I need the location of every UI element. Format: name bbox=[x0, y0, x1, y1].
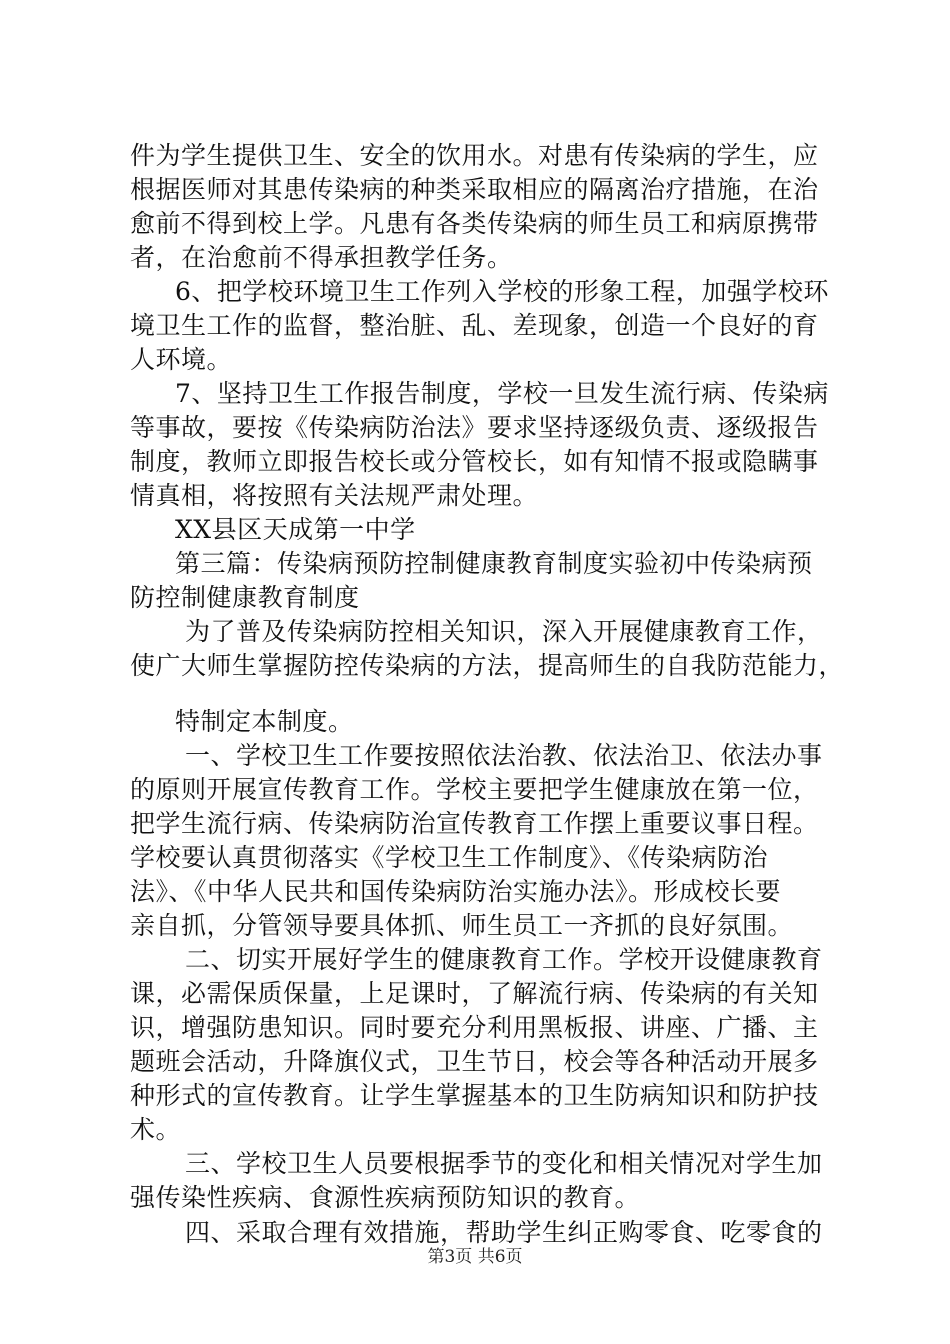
text-line: 把学生流行病、传染病防治宣传教育工作摆上重要议事日程。 bbox=[130, 809, 819, 838]
text-line: 法》、《中华人民共和国传染病防治实施办法》。形成校长要 bbox=[130, 877, 782, 906]
text-line: 愈前不得到校上学。凡患有各类传染病的师生员工和病原携带 bbox=[130, 209, 819, 238]
text-line: 6、把学校环境卫生工作列入学校的形象工程，加强学校环 bbox=[175, 277, 829, 306]
text-line: 人环境。 bbox=[130, 345, 233, 374]
text-line: 者，在治愈前不得承担教学任务。 bbox=[130, 243, 513, 272]
text-line: 使广大师生掌握防控传染病的方法，提高师生的自我防范能力， bbox=[130, 651, 845, 680]
section-title: 防控制健康教育制度 bbox=[130, 583, 360, 612]
page-number: 第3页 共6页 bbox=[427, 1247, 523, 1267]
text-line: 境卫生工作的监督，整治脏、乱、差现象，创造一个良好的育 bbox=[130, 311, 819, 340]
text-line: 题班会活动，升降旗仪式，卫生节日，校会等各种活动开展多 bbox=[130, 1047, 819, 1076]
text-line: 根据医师对其患传染病的种类采取相应的隔离治疗措施，在治 bbox=[130, 175, 819, 204]
text-line: 情真相，将按照有关法规严肃处理。 bbox=[130, 481, 539, 510]
text-line: 亲自抓，分管领导要具体抓、师生员工一齐抓的良好氛围。 bbox=[130, 911, 794, 940]
text-line: 制度，教师立即报告校长或分管校长，如有知情不报或隐瞒事 bbox=[130, 447, 819, 476]
text-line: 为了普及传染病防控相关知识，深入开展健康教育工作， bbox=[185, 617, 823, 646]
text-line: 强传染性疾病、食源性疾病预防知识的教育。 bbox=[130, 1183, 641, 1212]
text-line: 7、坚持卫生工作报告制度，学校一旦发生流行病、传染病 bbox=[175, 379, 829, 408]
section-title: 第三篇：传染病预防控制健康教育制度实验初中传染病预 bbox=[175, 549, 813, 578]
text-line: 一、学校卫生工作要按照依法治教、依法治卫、依法办事 bbox=[185, 741, 823, 770]
school-signature: XX县区天成第一中学 bbox=[175, 515, 416, 544]
text-line: 识，增强防患知识。同时要充分利用黑板报、讲座、广播、主 bbox=[130, 1013, 819, 1042]
text-line: 术。 bbox=[130, 1115, 182, 1144]
text-line: 等事故，要按《传染病防治法》要求坚持逐级负责、逐级报告 bbox=[130, 413, 819, 442]
text-line: 三、学校卫生人员要根据季节的变化和相关情况对学生加 bbox=[185, 1149, 823, 1178]
text-line: 的原则开展宣传教育工作。学校主要把学生健康放在第一位， bbox=[130, 775, 819, 804]
text-line: 课，必需保质保量，上足课时，了解流行病、传染病的有关知 bbox=[130, 979, 819, 1008]
text-line: 学校要认真贯彻落实《学校卫生工作制度》、《传染病防治 bbox=[130, 843, 769, 872]
text-line: 二、切实开展好学生的健康教育工作。学校开设健康教育 bbox=[185, 945, 823, 974]
text-line: 件为学生提供卫生、安全的饮用水。对患有传染病的学生，应 bbox=[130, 141, 819, 170]
text-line: 种形式的宣传教育。让学生掌握基本的卫生防病知识和防护技 bbox=[130, 1081, 819, 1110]
text-line: 特制定本制度。 bbox=[175, 707, 354, 736]
text-line: 四、采取合理有效措施，帮助学生纠正购零食、吃零食的 bbox=[185, 1218, 823, 1247]
